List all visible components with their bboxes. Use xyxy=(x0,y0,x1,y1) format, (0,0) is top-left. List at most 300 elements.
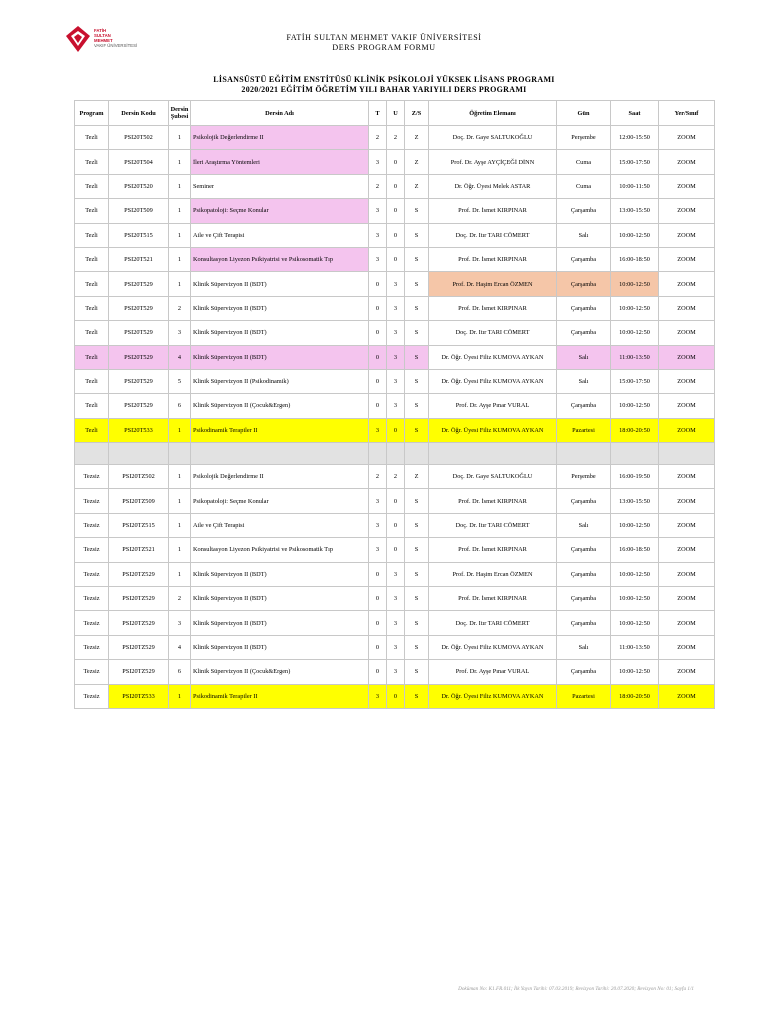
table-cell: 10:00-12:50 xyxy=(611,611,659,635)
table-cell: PSI20T533 xyxy=(109,418,169,442)
table-cell: Tezli xyxy=(75,272,109,296)
table-cell: 3 xyxy=(169,321,191,345)
table-cell: Dr. Öğr. Üyesi Filiz KUMOVA AYKAN xyxy=(429,635,557,659)
table-cell: 0 xyxy=(387,199,405,223)
separator-cell xyxy=(405,443,429,465)
table-cell: Doç. Dr. Itır TARI CÖMERT xyxy=(429,513,557,537)
table-cell: Çarşamba xyxy=(557,272,611,296)
table-cell: 10:00-11:50 xyxy=(611,174,659,198)
table-cell: PSI20T520 xyxy=(109,174,169,198)
table-cell: ZOOM xyxy=(659,489,715,513)
table-cell: S xyxy=(405,394,429,418)
table-cell: PSI20TZ529 xyxy=(109,611,169,635)
table-cell: 16:00-18:50 xyxy=(611,538,659,562)
table-cell: Prof. Dr. İsmet KIRPINAR xyxy=(429,247,557,271)
table-cell: Konsultasyon Liyezon Psikiyatrisi ve Psikosomatik Tıp xyxy=(191,538,369,562)
table-cell: 5 xyxy=(169,369,191,393)
table-cell: 10:00-12:50 xyxy=(611,272,659,296)
logo-line: MEHMET xyxy=(94,38,113,43)
table-cell: 3 xyxy=(369,199,387,223)
table-row xyxy=(75,126,715,150)
table-cell: Tezli xyxy=(75,369,109,393)
table-cell: 1 xyxy=(169,513,191,537)
table-cell: Prof. Dr. İsmet KIRPINAR xyxy=(429,538,557,562)
table-cell: 3 xyxy=(369,150,387,174)
table-cell: PSI20T529 xyxy=(109,296,169,320)
table-cell: Çarşamba xyxy=(557,247,611,271)
table-cell: 0 xyxy=(369,660,387,684)
table-row xyxy=(75,272,715,296)
table-cell: ZOOM xyxy=(659,394,715,418)
table-cell: 1 xyxy=(169,684,191,708)
table-cell: 1 xyxy=(169,150,191,174)
table-cell: S xyxy=(405,272,429,296)
table-cell: 18:00-20:50 xyxy=(611,684,659,708)
table-cell: PSI20T521 xyxy=(109,247,169,271)
table-cell: Prof. Dr. Haşim Ercan ÖZMEN xyxy=(429,272,557,296)
table-cell: 1 xyxy=(169,418,191,442)
table-cell: 0 xyxy=(387,174,405,198)
table-cell: PSI20T504 xyxy=(109,150,169,174)
table-cell: 3 xyxy=(369,223,387,247)
table-cell: 1 xyxy=(169,538,191,562)
table-cell: PSI20T515 xyxy=(109,223,169,247)
logo-line: VAKIF ÜNİVERSİTESİ xyxy=(94,43,138,48)
table-cell: S xyxy=(405,199,429,223)
table-cell: ZOOM xyxy=(659,538,715,562)
table-cell: ZOOM xyxy=(659,635,715,659)
table-cell: Klinik Süpervizyon II (Çocuk&Ergen) xyxy=(191,394,369,418)
table-cell: Doç. Dr. Itır TARI CÖMERT xyxy=(429,223,557,247)
table-cell: Tezsiz xyxy=(75,611,109,635)
table-cell: Z xyxy=(405,465,429,489)
column-header: Saat xyxy=(611,101,659,126)
table-cell: 3 xyxy=(387,296,405,320)
table-cell: Salı xyxy=(557,369,611,393)
table-cell: Tezli xyxy=(75,296,109,320)
separator-cell xyxy=(611,443,659,465)
table-cell: 1 xyxy=(169,247,191,271)
table-cell: Doç. Dr. Gaye SALTUKOĞLU xyxy=(429,126,557,150)
section-separator-row xyxy=(75,443,715,465)
table-cell: 0 xyxy=(369,562,387,586)
table-row xyxy=(75,587,715,611)
table-cell: 3 xyxy=(387,394,405,418)
table-cell: Seminer xyxy=(191,174,369,198)
separator-cell xyxy=(191,443,369,465)
table-cell: 3 xyxy=(387,321,405,345)
table-cell: 3 xyxy=(387,562,405,586)
table-cell: 0 xyxy=(387,150,405,174)
table-cell: Cuma xyxy=(557,150,611,174)
table-cell: 0 xyxy=(369,635,387,659)
table-cell: Çarşamba xyxy=(557,660,611,684)
table-cell: ZOOM xyxy=(659,345,715,369)
table-cell: PSI20T529 xyxy=(109,272,169,296)
table-cell: 10:00-12:50 xyxy=(611,660,659,684)
table-row xyxy=(75,418,715,442)
table-cell: Tezsiz xyxy=(75,465,109,489)
table-cell: S xyxy=(405,635,429,659)
separator-cell xyxy=(429,443,557,465)
table-cell: Psikolojik Değerlendirme II xyxy=(191,126,369,150)
table-cell: 0 xyxy=(387,684,405,708)
table-cell: PSI20TZ509 xyxy=(109,489,169,513)
table-cell: S xyxy=(405,247,429,271)
table-cell: 15:00-17:50 xyxy=(611,150,659,174)
table-cell: 1 xyxy=(169,562,191,586)
table-cell: Klinik Süpervizyon II (BDT) xyxy=(191,587,369,611)
table-cell: 3 xyxy=(169,611,191,635)
table-cell: 1 xyxy=(169,465,191,489)
table-cell: Doç. Dr. Itır TARI CÖMERT xyxy=(429,611,557,635)
table-cell: 11:00-13:50 xyxy=(611,345,659,369)
table-cell: ZOOM xyxy=(659,150,715,174)
table-cell: Çarşamba xyxy=(557,199,611,223)
table-row xyxy=(75,199,715,223)
table-cell: PSI20T509 xyxy=(109,199,169,223)
table-cell: Aile ve Çift Terapisi xyxy=(191,513,369,537)
table-cell: Tezli xyxy=(75,321,109,345)
table-cell: Cuma xyxy=(557,174,611,198)
table-cell: İleri Araştırma Yöntemleri xyxy=(191,150,369,174)
table-cell: Tezsiz xyxy=(75,660,109,684)
table-row xyxy=(75,562,715,586)
table-cell: ZOOM xyxy=(659,418,715,442)
table-cell: PSI20TZ529 xyxy=(109,562,169,586)
table-cell: 0 xyxy=(369,321,387,345)
table-cell: Doç. Dr. Gaye SALTUKOĞLU xyxy=(429,465,557,489)
table-cell: 2 xyxy=(387,465,405,489)
table-cell: Tezli xyxy=(75,247,109,271)
table-cell: 2 xyxy=(169,296,191,320)
table-cell: 16:00-18:50 xyxy=(611,247,659,271)
table-cell: 0 xyxy=(387,223,405,247)
table-cell: Perşembe xyxy=(557,126,611,150)
table-cell: ZOOM xyxy=(659,587,715,611)
column-header: T xyxy=(369,101,387,126)
table-cell: PSI20TZ533 xyxy=(109,684,169,708)
table-cell: ZOOM xyxy=(659,223,715,247)
logo-line: SULTAN xyxy=(94,33,111,38)
table-cell: S xyxy=(405,223,429,247)
separator-cell xyxy=(169,443,191,465)
table-cell: S xyxy=(405,321,429,345)
table-cell: Salı xyxy=(557,345,611,369)
table-cell: Perşembe xyxy=(557,465,611,489)
table-cell: Tezli xyxy=(75,345,109,369)
document-footer: Doküman No: K1.FR.011; İlk Yayın Tarihi: 07.03.2019; Revizyon Tarihi: 20.07.2020; Revizyon No: 01; Sayfa 1/1 xyxy=(458,986,694,992)
column-header: Gün xyxy=(557,101,611,126)
table-cell: PSI20TZ529 xyxy=(109,660,169,684)
table-cell: 3 xyxy=(387,272,405,296)
table-cell: PSI20TZ502 xyxy=(109,465,169,489)
table-cell: 0 xyxy=(387,418,405,442)
table-cell: Çarşamba xyxy=(557,489,611,513)
table-cell: 0 xyxy=(369,272,387,296)
table-cell: Prof. Dr. İsmet KIRPINAR xyxy=(429,489,557,513)
table-cell: Klinik Süpervizyon II (BDT) xyxy=(191,272,369,296)
table-cell: 12:00-15:50 xyxy=(611,126,659,150)
table-cell: ZOOM xyxy=(659,513,715,537)
table-cell: 0 xyxy=(387,538,405,562)
table-cell: ZOOM xyxy=(659,684,715,708)
table-cell: 1 xyxy=(169,272,191,296)
table-cell: 10:00-12:50 xyxy=(611,321,659,345)
table-cell: Tezsiz xyxy=(75,538,109,562)
table-cell: 3 xyxy=(387,660,405,684)
table-cell: ZOOM xyxy=(659,321,715,345)
table-cell: Prof. Dr. İsmet KIRPINAR xyxy=(429,199,557,223)
table-cell: 1 xyxy=(169,199,191,223)
table-cell: PSI20TZ529 xyxy=(109,635,169,659)
table-cell: ZOOM xyxy=(659,562,715,586)
table-cell: 1 xyxy=(169,223,191,247)
table-cell: Çarşamba xyxy=(557,562,611,586)
table-cell: Prof. Dr. Ayşe Pınar VURAL xyxy=(429,660,557,684)
table-cell: 1 xyxy=(169,489,191,513)
program-title: LİSANSÜSTÜ EĞİTİM ENSTİTÜSÜ KLİNİK PSİKOLOJİ YÜKSEK LİSANS PROGRAMI xyxy=(213,75,555,84)
table-cell: 3 xyxy=(387,587,405,611)
table-cell: 10:00-12:50 xyxy=(611,513,659,537)
table-cell: Prof. Dr. İsmet KIRPINAR xyxy=(429,587,557,611)
table-row xyxy=(75,150,715,174)
table-cell: Tezsiz xyxy=(75,684,109,708)
table-cell: 1 xyxy=(169,126,191,150)
table-cell: Psikodinamik Terapiler II xyxy=(191,684,369,708)
table-cell: S xyxy=(405,513,429,537)
table-cell: Aile ve Çift Terapisi xyxy=(191,223,369,247)
table-cell: Dr. Öğr. Üyesi Filiz KUMOVA AYKAN xyxy=(429,418,557,442)
table-cell: Dr. Öğr. Üyesi Filiz KUMOVA AYKAN xyxy=(429,369,557,393)
table-cell: ZOOM xyxy=(659,272,715,296)
separator-cell xyxy=(557,443,611,465)
logo-text xyxy=(94,28,137,48)
table-cell: ZOOM xyxy=(659,660,715,684)
column-header: Z/S xyxy=(405,101,429,126)
table-cell: Klinik Süpervizyon II (BDT) xyxy=(191,635,369,659)
table-cell: Tezli xyxy=(75,126,109,150)
table-cell: Prof. Dr. Ayşe AYÇİÇEĞİ DİNN xyxy=(429,150,557,174)
table-cell: 2 xyxy=(169,587,191,611)
separator-cell xyxy=(387,443,405,465)
table-cell: 10:00-12:50 xyxy=(611,587,659,611)
table-cell: Salı xyxy=(557,223,611,247)
table-cell: ZOOM xyxy=(659,611,715,635)
table-cell: 0 xyxy=(369,296,387,320)
table-cell: 10:00-12:50 xyxy=(611,394,659,418)
table-cell: Tezsiz xyxy=(75,562,109,586)
table-cell: ZOOM xyxy=(659,199,715,223)
table-cell: S xyxy=(405,369,429,393)
table-cell: Z xyxy=(405,150,429,174)
table-cell: Psikolojik Değerlendirme II xyxy=(191,465,369,489)
table-cell: 2 xyxy=(387,126,405,150)
table-cell: S xyxy=(405,538,429,562)
table-cell: 4 xyxy=(169,345,191,369)
table-cell: S xyxy=(405,684,429,708)
table-cell: Dr. Öğr. Üyesi Filiz KUMOVA AYKAN xyxy=(429,684,557,708)
table-row xyxy=(75,369,715,393)
table-cell: Dr. Öğr. Üyesi Filiz KUMOVA AYKAN xyxy=(429,345,557,369)
university-logo-icon xyxy=(66,26,90,52)
table-cell: Çarşamba xyxy=(557,296,611,320)
table-cell: Klinik Süpervizyon II (BDT) xyxy=(191,345,369,369)
table-cell: Prof. Dr. İsmet KIRPINAR xyxy=(429,296,557,320)
table-cell: PSI20T529 xyxy=(109,394,169,418)
table-cell: 0 xyxy=(369,345,387,369)
table-cell: Çarşamba xyxy=(557,538,611,562)
table-cell: Klinik Süpervizyon II (Çocuk&Ergen) xyxy=(191,660,369,684)
table-cell: 0 xyxy=(387,247,405,271)
table-cell: 0 xyxy=(369,394,387,418)
table-cell: 13:00-15:50 xyxy=(611,199,659,223)
table-cell: Klinik Süpervizyon II (BDT) xyxy=(191,611,369,635)
table-cell: 0 xyxy=(369,611,387,635)
table-cell: PSI20TZ515 xyxy=(109,513,169,537)
table-cell: Çarşamba xyxy=(557,394,611,418)
table-cell: Psikodinamik Terapiler II xyxy=(191,418,369,442)
table-cell: Tezsiz xyxy=(75,635,109,659)
table-cell: S xyxy=(405,296,429,320)
separator-cell xyxy=(369,443,387,465)
column-header: Program xyxy=(75,101,109,126)
table-cell: Klinik Süpervizyon II (Psikodinamik) xyxy=(191,369,369,393)
table-cell: 3 xyxy=(369,538,387,562)
form-name: DERS PROGRAM FORMU xyxy=(332,43,436,52)
table-cell: S xyxy=(405,418,429,442)
table-cell: Çarşamba xyxy=(557,587,611,611)
table-cell: 3 xyxy=(369,247,387,271)
table-cell: Prof. Dr. Haşim Ercan ÖZMEN xyxy=(429,562,557,586)
table-cell: Klinik Süpervizyon II (BDT) xyxy=(191,562,369,586)
table-cell: 3 xyxy=(387,369,405,393)
table-cell: Tezli xyxy=(75,174,109,198)
table-cell: Çarşamba xyxy=(557,321,611,345)
table-row xyxy=(75,174,715,198)
table-cell: ZOOM xyxy=(659,247,715,271)
column-header: Yer/Sınıf xyxy=(659,101,715,126)
table-cell: 0 xyxy=(387,489,405,513)
table-cell: 3 xyxy=(369,489,387,513)
column-header: U xyxy=(387,101,405,126)
table-row xyxy=(75,611,715,635)
table-cell: 4 xyxy=(169,635,191,659)
table-cell: 3 xyxy=(369,684,387,708)
table-cell: 0 xyxy=(369,587,387,611)
table-row xyxy=(75,394,715,418)
table-cell: Z xyxy=(405,126,429,150)
table-cell: Klinik Süpervizyon II (BDT) xyxy=(191,296,369,320)
university-logo xyxy=(66,26,138,52)
column-header: Dersin Adı xyxy=(191,101,369,126)
table-row xyxy=(75,489,715,513)
table-cell: Tezli xyxy=(75,199,109,223)
table-cell: Tezli xyxy=(75,150,109,174)
table-cell: S xyxy=(405,345,429,369)
table-cell: Salı xyxy=(557,635,611,659)
table-cell: PSI20T502 xyxy=(109,126,169,150)
table-cell: S xyxy=(405,489,429,513)
table-cell: PSI20TZ529 xyxy=(109,587,169,611)
table-row xyxy=(75,635,715,659)
table-cell: 3 xyxy=(369,513,387,537)
column-header: Öğretim Elemanı xyxy=(429,101,557,126)
table-cell: 11:00-13:50 xyxy=(611,635,659,659)
table-cell: S xyxy=(405,660,429,684)
table-row xyxy=(75,465,715,489)
table-cell: 13:00-15:50 xyxy=(611,489,659,513)
table-cell: 3 xyxy=(387,635,405,659)
table-row xyxy=(75,345,715,369)
separator-cell xyxy=(75,443,109,465)
term-title: 2020/2021 EĞİTİM ÖĞRETİM YILI BAHAR YARIYILI DERS PROGRAMI xyxy=(241,85,527,94)
table-cell: ZOOM xyxy=(659,174,715,198)
table-cell: 18:00-20:50 xyxy=(611,418,659,442)
table-cell: 16:00-19:50 xyxy=(611,465,659,489)
table-header-row xyxy=(75,101,715,126)
table-row xyxy=(75,321,715,345)
table-cell: 2 xyxy=(369,126,387,150)
table-row xyxy=(75,513,715,537)
table-cell: ZOOM xyxy=(659,369,715,393)
table-cell: 3 xyxy=(387,611,405,635)
table-cell: 15:00-17:50 xyxy=(611,369,659,393)
table-cell: 0 xyxy=(369,369,387,393)
table-cell: S xyxy=(405,587,429,611)
table-row xyxy=(75,538,715,562)
table-cell: ZOOM xyxy=(659,126,715,150)
table-cell: 6 xyxy=(169,394,191,418)
table-cell: Tezsiz xyxy=(75,587,109,611)
table-cell: PSI20T529 xyxy=(109,369,169,393)
table-row xyxy=(75,660,715,684)
table-cell: ZOOM xyxy=(659,465,715,489)
table-row xyxy=(75,247,715,271)
table-cell: 3 xyxy=(387,345,405,369)
table-body xyxy=(75,126,715,709)
table-cell: Pazartesi xyxy=(557,684,611,708)
column-header: Dersin Kodu xyxy=(109,101,169,126)
table-cell: Çarşamba xyxy=(557,611,611,635)
table-cell: ZOOM xyxy=(659,296,715,320)
table-row xyxy=(75,223,715,247)
table-cell: 10:00-12:50 xyxy=(611,562,659,586)
table-cell: Prof. Dr. Ayşe Pınar VURAL xyxy=(429,394,557,418)
table-cell: 2 xyxy=(369,465,387,489)
table-cell: Tezsiz xyxy=(75,513,109,537)
table-cell: S xyxy=(405,562,429,586)
table-cell: PSI20T529 xyxy=(109,345,169,369)
table-cell: Tezli xyxy=(75,223,109,247)
table-cell: PSI20TZ521 xyxy=(109,538,169,562)
separator-cell xyxy=(659,443,715,465)
logo-line: FATİH xyxy=(94,28,107,33)
table-cell: 10:00-12:50 xyxy=(611,223,659,247)
table-cell: Konsultasyon Liyezon Psikiyatrisi ve Psikosomatik Tıp xyxy=(191,247,369,271)
table-cell: Salı xyxy=(557,513,611,537)
table-cell: Psikopatoloji: Seçme Konular xyxy=(191,199,369,223)
table-cell: Klinik Süpervizyon II (BDT) xyxy=(191,321,369,345)
table-cell: Tezli xyxy=(75,394,109,418)
table-cell: 0 xyxy=(387,513,405,537)
table-cell: S xyxy=(405,611,429,635)
table-cell: Z xyxy=(405,174,429,198)
table-cell: Tezsiz xyxy=(75,489,109,513)
table-cell: 1 xyxy=(169,174,191,198)
table-row xyxy=(75,684,715,708)
university-name: FATİH SULTAN MEHMET VAKIF ÜNİVERSİTESİ xyxy=(286,33,482,42)
